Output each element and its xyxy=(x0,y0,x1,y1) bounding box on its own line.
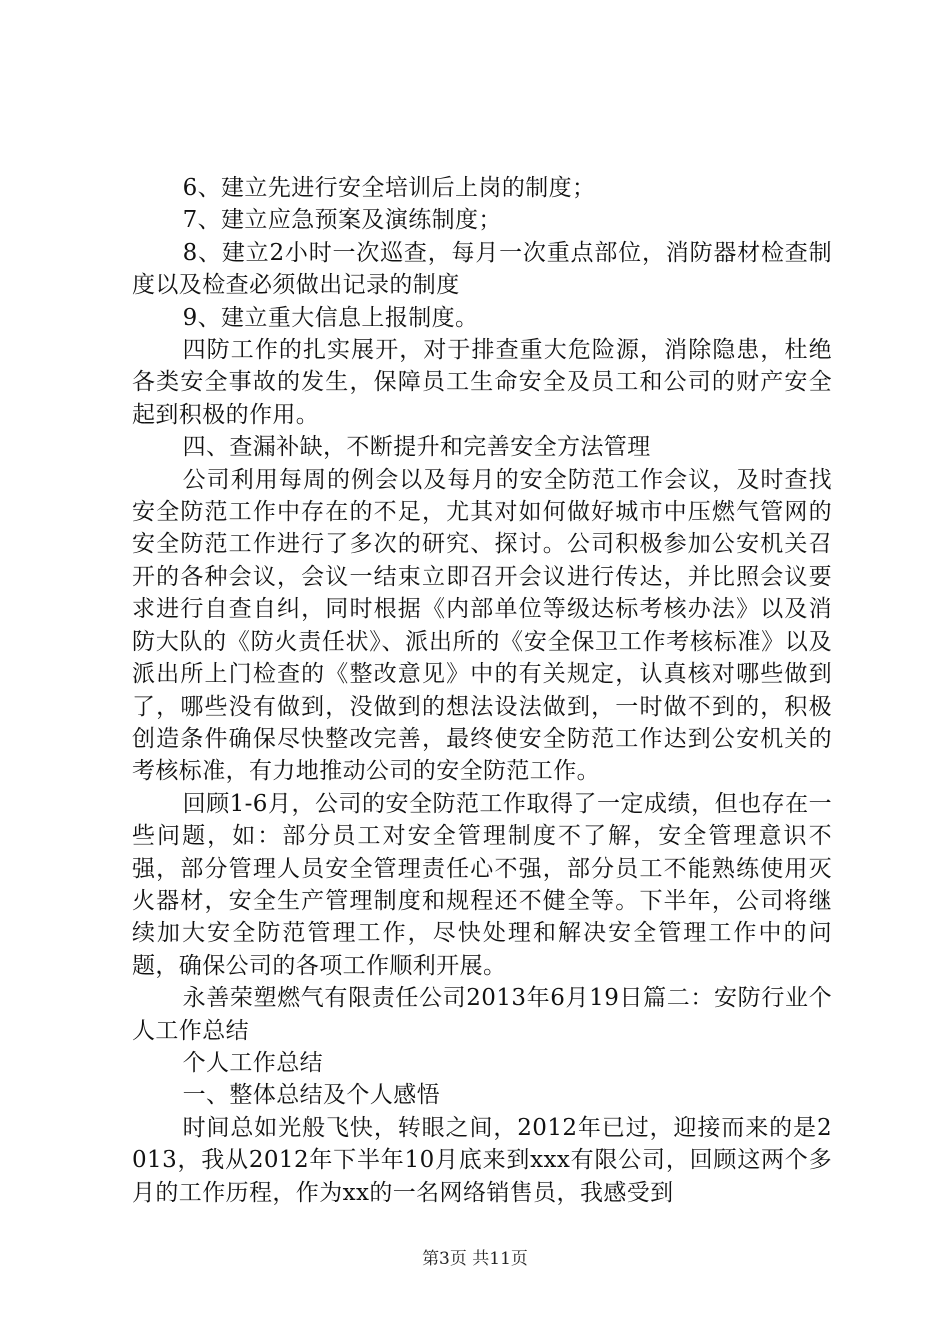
document-body xyxy=(132,172,832,1209)
paragraph-signature-and-part-two: 永善荣塑燃气有限责任公司2013年6月19日篇二：安防行业个人工作总结 xyxy=(132,985,832,1044)
section-heading-one: 一、整体总结及个人感悟 xyxy=(182,1082,440,1109)
paragraph-item-8: 8、建立2小时一次巡查，每月一次重点部位，消防器材检查制度以及检查必须做出记录的制度 xyxy=(132,239,832,299)
paragraph-review: 回顾1-6月，公司的安全防范工作取得了一定成绩，但也存在一些问题，如：部分员工对安全管理制度不了解，安全管理意识不强，部分管理人员安全管理责任心不强，部分员工不能熟练使用灭火器材，安全生产管理制度和规程还不健全等。下半年，公司将继续加大安全防范管理工作，尽快处理和解决安全管理工作中的问题，确保公司的各项工作顺利开展。 xyxy=(132,790,832,979)
paragraph-meetings: 公司利用每周的例会以及每月的安全防范工作会议，及时查找安全防范工作中存在的不足，尤其对如何做好城市中压燃气管网的安全防范工作进行了多次的研究、探讨。公司积极参加公安机关召开的各种会议，会议一结束立即召开会议进行传达，并比照会议要求进行自查自纠，同时根据《内部单位等级达标考核办法》以及消防大队的《防火责任状》、派出所的《安全保卫工作考核标准》以及派出所上门检查的《整改意见》中的有关规定，认真核对哪些做到了，哪些没有做到，没做到的想法设法做到，一时做不到的，积极创造条件确保尽快整改完善，最终使安全防范工作达到公安机关的考核标准，有力地推动公司的安全防范工作。 xyxy=(132,466,832,785)
section-heading-four: 四、查漏补缺，不断提升和完善安全方法管理 xyxy=(182,434,651,461)
paragraph-item-9: 9、建立重大信息上报制度。 xyxy=(182,304,479,331)
paragraph-time-flies: 时间总如光般飞快，转眼之间，2012年已过，迎接而来的是2013，我从2012年下半年10月底来到xxx有限公司，回顾这两个多月的工作历程，作为xx的一名网络销售员，我感受到 xyxy=(132,1114,832,1206)
paragraph-item-6: 6、建立先进行安全培训后上岗的制度； xyxy=(182,175,596,201)
paragraph-item-7: 7、建立应急预案及演练制度； xyxy=(182,207,502,234)
paragraph-four-defenses: 四防工作的扎实展开，对于排查重大危险源，消除隐患，杜绝各类安全事故的发生，保障员工生命安全及员工和公司的财产安全起到积极的作用。 xyxy=(132,337,832,428)
subtitle-personal-summary: 个人工作总结 xyxy=(182,1049,323,1076)
page-number-footer: 第3页 共11页 xyxy=(422,1249,528,1269)
